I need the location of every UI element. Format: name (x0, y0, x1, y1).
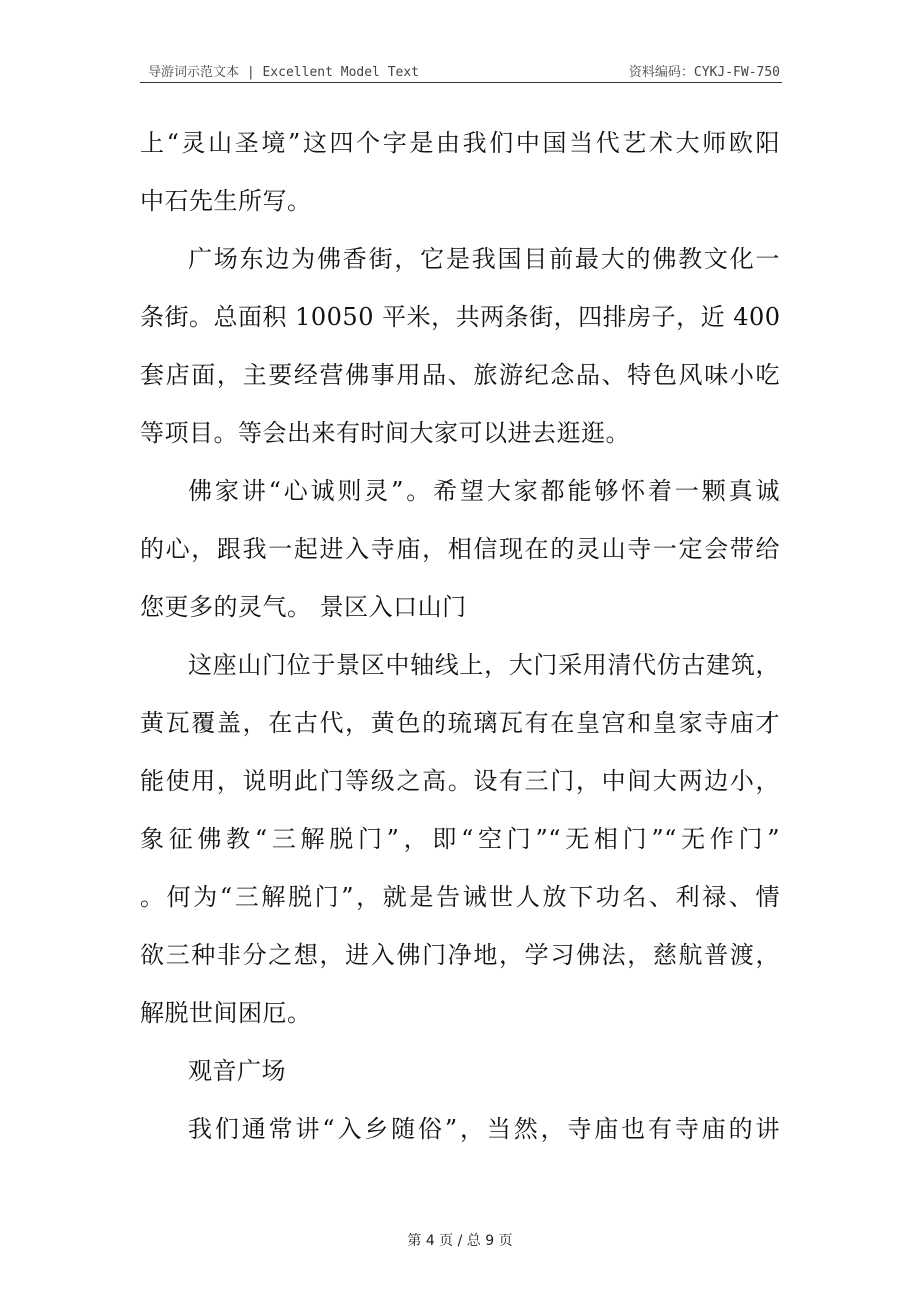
section-heading: 观音广场 (188, 1057, 286, 1085)
body-line: 条街。总面积 10050 平米，共两条街，四排房子，近 400 (140, 303, 781, 331)
body-line: 能使用，说明此门等级之高。设有三门，中间大两边小， (140, 767, 780, 795)
document-body (140, 114, 780, 1158)
body-line: 套店面，主要经营佛事用品、旅游纪念品、特色风味小吃 (140, 361, 780, 389)
header-doc-code: 资料编码：CYKJ-FW-750 (628, 65, 780, 80)
body-line: 等项目。等会出来有时间大家可以进去逛逛。 (140, 419, 630, 447)
body-line: 欲三种非分之想，进入佛门净地，学习佛法，慈航普渡， (140, 941, 780, 969)
body-line: 您更多的灵气。 景区入口山门 (140, 593, 467, 621)
body-line: 。何为“三解脱门”，就是告诫世人放下功名、利禄、情 (140, 883, 780, 911)
body-line: 上“灵山圣境”这四个字是由我们中国当代艺术大师欧阳 (140, 129, 780, 157)
page-footer (0, 1230, 920, 1250)
header-title: 导游词示范文本 | Excellent Model Text (148, 65, 420, 80)
body-line: 这座山门位于景区中轴线上，大门采用清代仿古建筑， (188, 651, 780, 679)
body-line: 佛家讲“心诚则灵”。希望大家都能够怀着一颗真诚 (188, 477, 780, 505)
body-line: 中石先生所写。 (140, 187, 312, 215)
body-line: 的心，跟我一起进入寺庙，相信现在的灵山寺一定会带给 (140, 535, 780, 563)
page-number: 第 4 页 / 总 9 页 (407, 1233, 513, 1249)
body-line: 我们通常讲“入乡随俗”，当然，寺庙也有寺庙的讲 (188, 1115, 780, 1143)
body-line: 象征佛教“三解脱门”，即“空门”“无相门”“无作门” (140, 825, 780, 853)
body-line: 黄瓦覆盖，在古代，黄色的琉璃瓦有在皇宫和皇家寺庙才 (140, 709, 780, 737)
body-line: 广场东边为佛香街，它是我国目前最大的佛教文化一 (188, 245, 780, 273)
page-header (140, 58, 782, 83)
body-line: 解脱世间困厄。 (140, 999, 312, 1027)
